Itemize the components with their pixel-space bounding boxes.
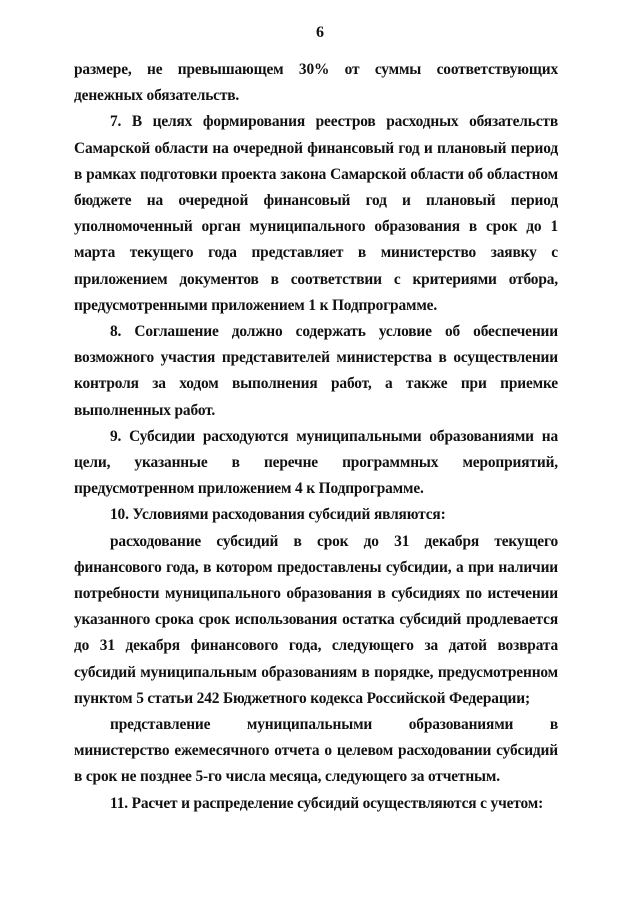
paragraph-item-8: 8. Соглашение должно содержать условие об обеспечении возможного участия представителей министерства в осуществлении контроля за ходом выполнения работ, а также при приемке выполненных работ. [74,323,558,419]
page-number: 6 [316,24,324,41]
paragraph-condition-1: расходование субсидий в срок до 31 декабря текущего финансового года, в котором предоставлены субсидии, а при наличии потребности муниципального образования в субсидиях по истечении указанного срока срок использования остатка субсидий продлевается до 31 декабря финансового года, следующего за датой возврата субсидий муниципальным образованиям в порядке, предусмотренном пунктом 5 статьи 242 Бюджетного кодекса Российской Федерации; [74,532,558,707]
paragraph-item-7: 7. В целях формирования реестров расходных обязательств Самарской области на очередной финансовый год и плановый период в рамках подготовки проекта закона Самарской области об областном бюджете на очередной финансовый год и плановый период уполномоченный орган муниципального образования в срок до 1 марта текущего года представляет в министерство заявку с приложением документов в соответствии с критериями отбора, предусмотренными приложением 1 к Подпрограмме. [74,113,558,314]
document-body [74,57,558,817]
paragraph-continuation: размере, не превышающем 30% от суммы соответствующих денежных обязательств. [74,61,558,105]
paragraph-item-10: 10. Условиями расходования субсидий являются: [110,506,446,524]
paragraph-condition-2: представление муниципальными образованиями в министерство ежемесячного отчета о целевом расходовании субсидий в срок не позднее 5-го числа месяца, следующего за отчетным. [74,716,558,786]
paragraph-item-11: 11. Расчет и распределение субсидий осуществляются с учетом: [110,794,544,812]
paragraph-item-9: 9. Субсидии расходуются муниципальными образованиями на цели, указанные в перечне программных мероприятий, предусмотренном приложением 4 к Подпрограмме. [74,427,558,498]
